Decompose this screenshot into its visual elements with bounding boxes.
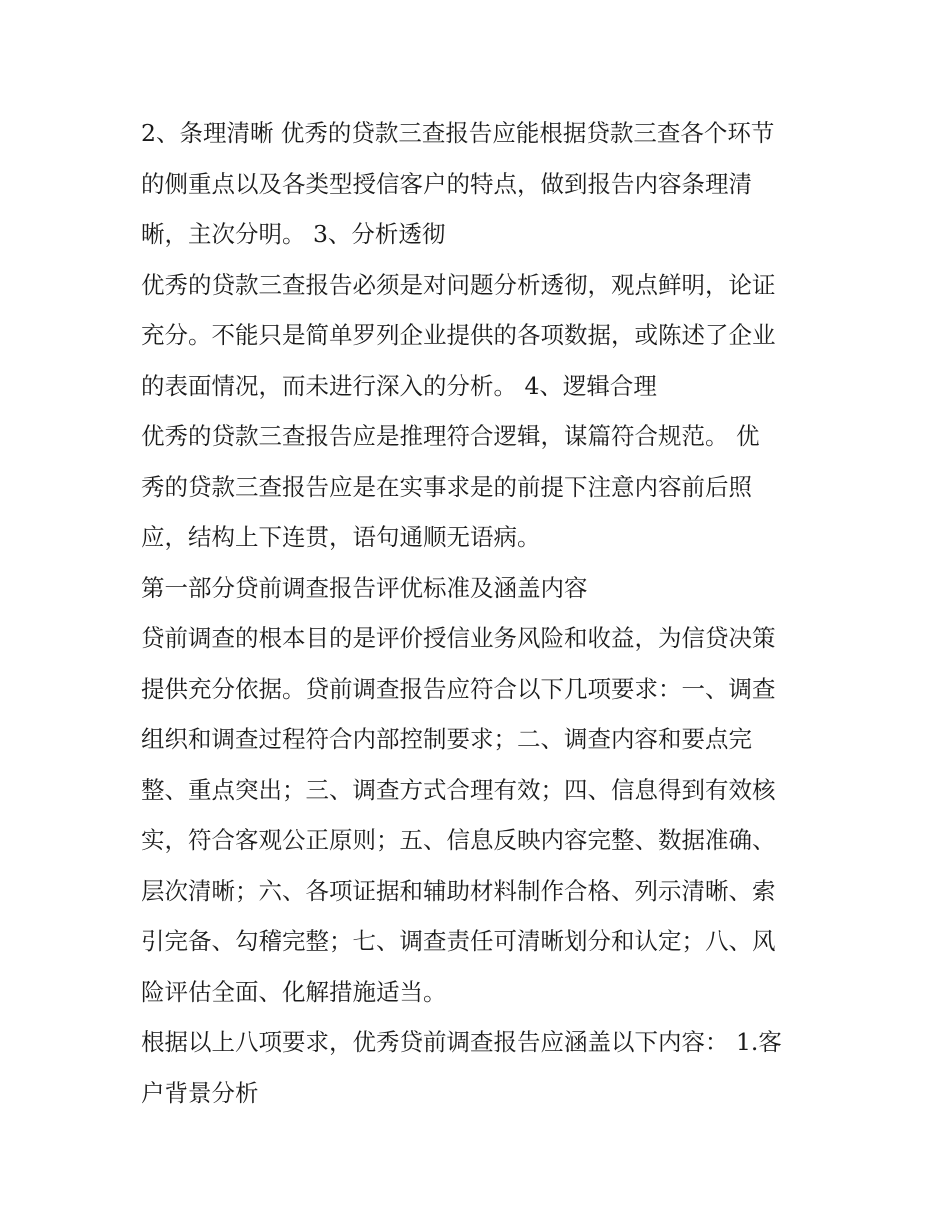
text-line: 实，符合客观公正原则；五、信息反映内容完整、数据准确、 — [141, 826, 776, 854]
text-line: 整、重点突出；三、调查方式合理有效；四、信息得到有效核 — [141, 775, 776, 804]
text-line: 秀的贷款三查报告应是在实事求是的前提下注意内容前后照 — [141, 472, 752, 501]
text-line: 应，结构上下连贯，语句通顺无语病。 — [141, 523, 541, 551]
text-line: 第一部分贷前调查报告评优标准及涵盖内容 — [141, 573, 588, 602]
text-line: 引完备、勾稽完整；七、调查责任可清晰划分和认定；八、风 — [141, 927, 776, 955]
paragraph-coverage — [141, 1017, 821, 1118]
paragraph-logic — [141, 411, 821, 563]
text-line: 充分。不能只是简单罗列企业提供的各项数据，或陈述了企业 — [141, 321, 776, 349]
paragraph-analysis — [141, 260, 821, 412]
text-line: 提供充分依据。贷前调查报告应符合以下几项要求：一、调查 — [141, 674, 776, 703]
text-line: 优秀的贷款三查报告必须是对问题分析透彻，观点鲜明，论证 — [141, 270, 776, 299]
text-line: 的表面情况，而未进行深入的分析。 4、逻辑合理 — [141, 371, 657, 400]
text-line: 户背景分析 — [141, 1078, 259, 1107]
text-line: 2、条理清晰 优秀的贷款三查报告应能根据贷款三查各个环节 — [141, 119, 775, 147]
document-body — [141, 108, 821, 1118]
text-line: 组织和调查过程符合内部控制要求；二、调查内容和要点完 — [141, 725, 752, 753]
text-line: 根据以上八项要求，优秀贷前调查报告应涵盖以下内容： 1.客 — [141, 1028, 782, 1056]
text-line: 晰，主次分明。 3、分析透彻 — [141, 220, 446, 248]
paragraph-requirements — [141, 613, 821, 1017]
text-line: 优秀的贷款三查报告应是推理符合逻辑，谋篇符合规范。 优 — [141, 422, 760, 450]
text-line: 的侧重点以及各类型授信客户的特点，做到报告内容条理清 — [141, 169, 752, 198]
paragraph-clarity — [141, 108, 821, 260]
text-line: 层次清晰；六、各项证据和辅助材料制作合格、列示清晰、索 — [141, 876, 776, 905]
text-line: 贷前调查的根本目的是评价授信业务风险和收益，为信贷决策 — [141, 624, 776, 652]
text-line: 险评估全面、化解措施适当。 — [141, 977, 447, 1006]
section-heading — [141, 563, 821, 614]
